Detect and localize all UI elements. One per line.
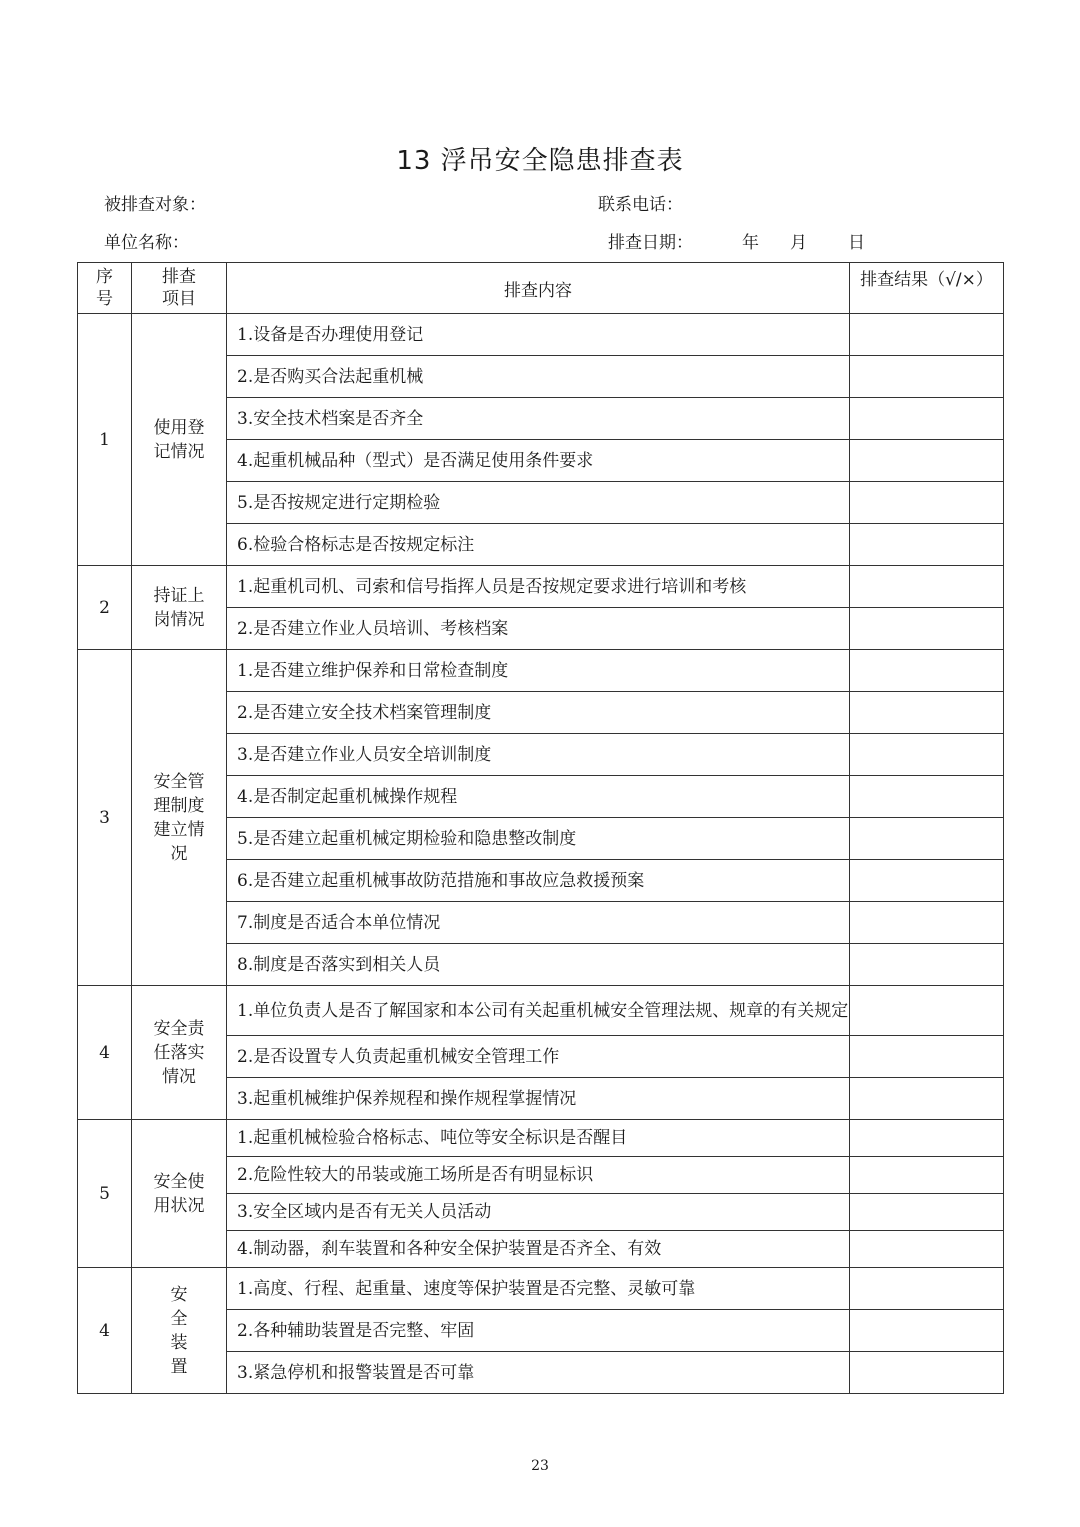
group-number: 5 — [78, 1120, 132, 1268]
result-cell[interactable] — [850, 944, 1004, 986]
group-item — [132, 1120, 227, 1268]
header-item-line2: 项目 — [162, 289, 196, 309]
group-number: 4 — [78, 1268, 132, 1394]
result-cell[interactable] — [850, 734, 1004, 776]
check-item: 8.制度是否落实到相关人员 — [227, 944, 850, 986]
header-no-line2: 号 — [96, 289, 113, 309]
result-cell[interactable] — [850, 566, 1004, 608]
target-label: 被排查对象： — [104, 195, 206, 215]
group-item-label: 安全管理制度建立情况 — [153, 771, 205, 864]
check-item: 2.危险性较大的吊装或施工场所是否有明显标识 — [227, 1157, 850, 1194]
check-item: 3.起重机械维护保养规程和操作规程掌握情况 — [227, 1078, 850, 1120]
check-item: 5.是否建立起重机械定期检验和隐患整改制度 — [227, 818, 850, 860]
result-cell[interactable] — [850, 650, 1004, 692]
check-item: 7.制度是否适合本单位情况 — [227, 902, 850, 944]
table-row — [78, 650, 1004, 692]
check-item: 4.制动器，刹车装置和各种安全保护装置是否齐全、有效 — [227, 1231, 850, 1268]
result-cell[interactable] — [850, 860, 1004, 902]
result-cell[interactable] — [850, 1310, 1004, 1352]
group-number: 3 — [78, 650, 132, 986]
check-item: 4.起重机械品种（型式）是否满足使用条件要求 — [227, 440, 850, 482]
result-cell[interactable] — [850, 1036, 1004, 1078]
group-item — [132, 314, 227, 566]
group-item — [132, 986, 227, 1120]
result-cell[interactable] — [850, 1352, 1004, 1394]
check-item: 3.安全区域内是否有无关人员活动 — [227, 1194, 850, 1231]
group-item-label: 使用登记情况 — [153, 417, 205, 462]
date-day: 日 — [848, 233, 865, 253]
check-item: 3.紧急停机和报警装置是否可靠 — [227, 1352, 850, 1394]
result-cell[interactable] — [850, 818, 1004, 860]
group-number: 4 — [78, 986, 132, 1120]
table-row — [78, 1268, 1004, 1310]
result-cell[interactable] — [850, 1078, 1004, 1120]
table-row — [78, 986, 1004, 1036]
header-item — [132, 263, 227, 314]
table-row — [78, 314, 1004, 356]
unit-label: 单位名称： — [104, 233, 189, 253]
group-item-label: 安全装置 — [170, 1284, 188, 1377]
date-month: 月 — [790, 233, 807, 253]
check-item: 1.是否建立维护保养和日常检查制度 — [227, 650, 850, 692]
page-number: 23 — [531, 1458, 549, 1474]
group-number: 1 — [78, 314, 132, 566]
check-item: 6.是否建立起重机械事故防范措施和事故应急救援预案 — [227, 860, 850, 902]
group-item-label: 持证上岗情况 — [153, 585, 205, 630]
result-cell[interactable] — [850, 1194, 1004, 1231]
header-row — [78, 263, 1004, 314]
check-item: 2.是否建立作业人员培训、考核档案 — [227, 608, 850, 650]
table-row — [78, 1120, 1004, 1157]
result-cell[interactable] — [850, 398, 1004, 440]
table-body — [78, 314, 1004, 1394]
check-item: 5.是否按规定进行定期检验 — [227, 482, 850, 524]
check-item: 1.单位负责人是否了解国家和本公司有关起重机械安全管理法规、规章的有关规定 — [227, 986, 850, 1036]
check-item: 1.起重机械检验合格标志、吨位等安全标识是否醒目 — [227, 1120, 850, 1157]
header-item-line1: 排查 — [162, 267, 196, 287]
result-cell[interactable] — [850, 440, 1004, 482]
inspection-table — [77, 262, 1004, 1394]
group-item-label: 安全使用状况 — [153, 1171, 205, 1216]
header-result: 排查结果（√/×） — [850, 263, 1004, 314]
check-item: 4.是否制定起重机械操作规程 — [227, 776, 850, 818]
date-label: 排查日期： — [608, 233, 693, 253]
result-cell[interactable] — [850, 1120, 1004, 1157]
check-item: 1.高度、行程、起重量、速度等保护装置是否完整、灵敏可靠 — [227, 1268, 850, 1310]
result-cell[interactable] — [850, 356, 1004, 398]
table-row — [78, 566, 1004, 608]
check-item: 3.安全技术档案是否齐全 — [227, 398, 850, 440]
check-item: 2.是否设置专人负责起重机械安全管理工作 — [227, 1036, 850, 1078]
check-item: 1.起重机司机、司索和信号指挥人员是否按规定要求进行培训和考核 — [227, 566, 850, 608]
result-cell[interactable] — [850, 524, 1004, 566]
group-item — [132, 1268, 227, 1394]
check-item: 6.检验合格标志是否按规定标注 — [227, 524, 850, 566]
check-item: 2.是否购买合法起重机械 — [227, 356, 850, 398]
date-year: 年 — [742, 233, 759, 253]
header-content: 排查内容 — [227, 263, 850, 314]
check-item: 2.是否建立安全技术档案管理制度 — [227, 692, 850, 734]
result-cell[interactable] — [850, 692, 1004, 734]
group-item — [132, 650, 227, 986]
check-item: 2.各种辅助装置是否完整、牢固 — [227, 1310, 850, 1352]
result-cell[interactable] — [850, 902, 1004, 944]
result-cell[interactable] — [850, 482, 1004, 524]
result-cell[interactable] — [850, 314, 1004, 356]
result-cell[interactable] — [850, 776, 1004, 818]
header-no — [78, 263, 132, 314]
result-cell[interactable] — [850, 986, 1004, 1036]
result-cell[interactable] — [850, 1231, 1004, 1268]
group-item — [132, 566, 227, 650]
group-number: 2 — [78, 566, 132, 650]
group-item-label: 安全责任落实情况 — [153, 1018, 205, 1087]
header-no-line1: 序 — [96, 267, 113, 287]
check-item: 3.是否建立作业人员安全培训制度 — [227, 734, 850, 776]
check-item: 1.设备是否办理使用登记 — [227, 314, 850, 356]
result-cell[interactable] — [850, 1268, 1004, 1310]
phone-label: 联系电话： — [598, 195, 683, 215]
result-cell[interactable] — [850, 608, 1004, 650]
page-title: 13 浮吊安全隐患排查表 — [396, 146, 684, 176]
result-cell[interactable] — [850, 1157, 1004, 1194]
